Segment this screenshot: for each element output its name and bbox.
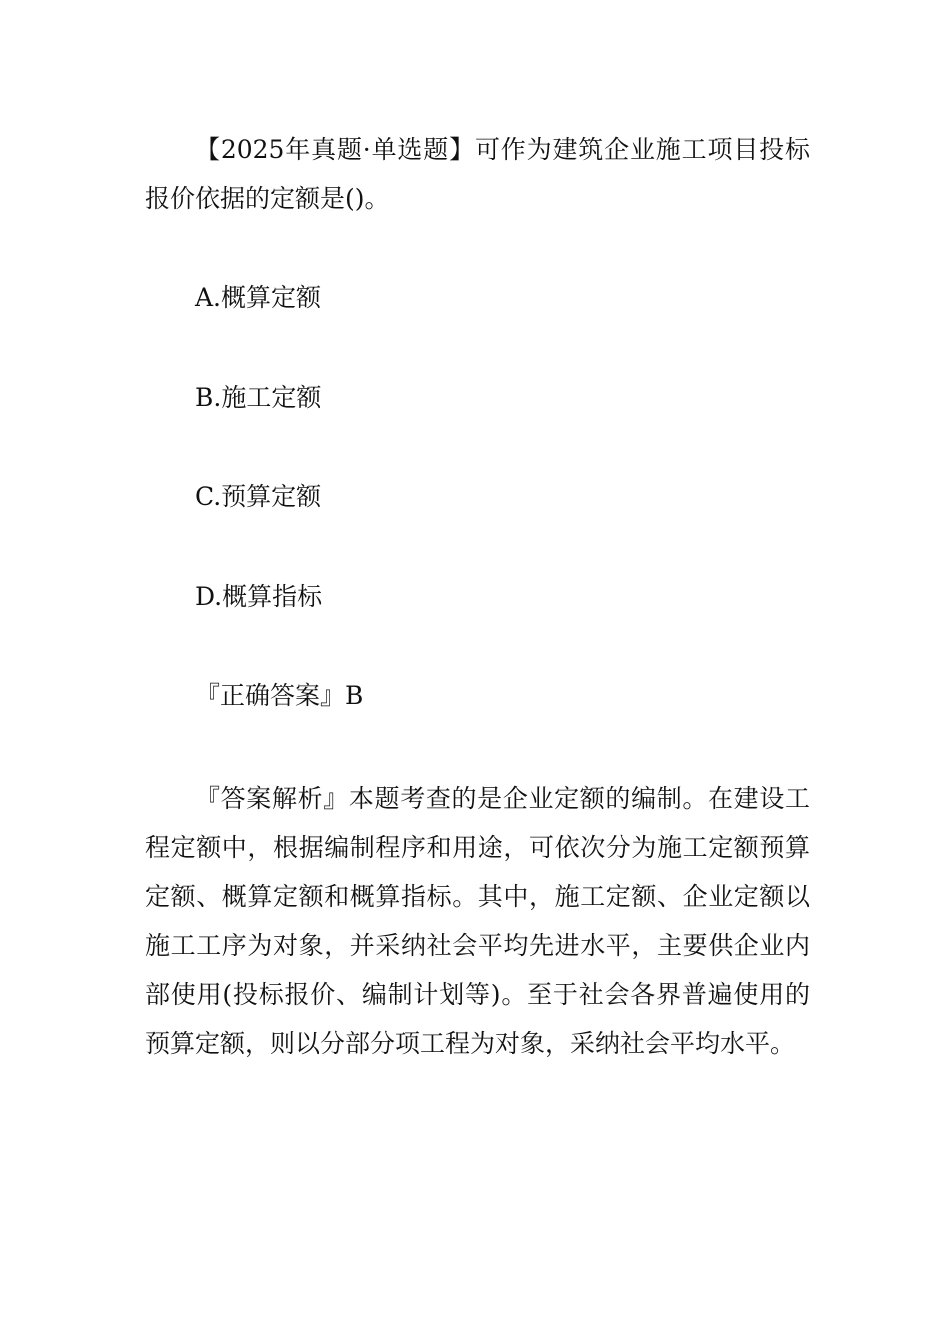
option-d: D.概算指标 [195,582,323,611]
question-stem: 【2025年真题·单选题】可作为建筑企业施工项目投标报价依据的定额是()。 [145,135,810,213]
option-a: A.概算定额 [195,283,322,312]
answer-analysis: 『答案解析』本题考查的是企业定额的编制。在建设工程定额中，根据编制程序和用途，可依次分为施工定额预算定额、概算定额和概算指标。其中，施工定额、企业定额以施工工序为对象，并采纳社会平均先进水平，主要供企业内部使用(投标报价、编制计划等)。至于社会各界普遍使用的预算定额，则以分部分项工程为对象，采纳社会平均水平。 [145,784,810,1058]
option-c: C.预算定额 [195,482,322,511]
option-b: B.施工定额 [195,383,322,412]
correct-answer: 『正确答案』B [195,681,364,710]
